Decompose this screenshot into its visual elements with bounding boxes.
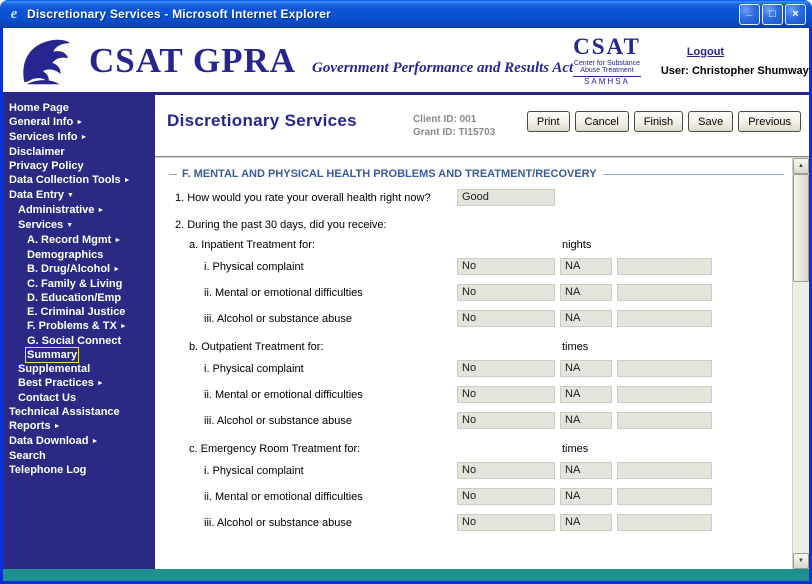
response-field[interactable]: No	[457, 360, 555, 377]
chevron-down-icon: ▼	[66, 222, 74, 229]
na-field[interactable]: NA	[560, 284, 612, 301]
row-label: i. Physical complaint	[204, 362, 304, 375]
treatment-group-c-emergency-room-treatment-for	[169, 443, 792, 531]
section-rule-left	[169, 174, 177, 175]
sidebar-item-label: E. Criminal Justice	[27, 306, 126, 318]
sidebar-item-label: B. Drug/Alcohol	[27, 263, 111, 275]
sidebar-item-home-page[interactable]	[3, 101, 155, 115]
form-area	[155, 158, 792, 569]
sidebar-item-label: General Info	[9, 116, 74, 128]
sidebar-item-general-info[interactable]	[3, 115, 155, 130]
na-field[interactable]: NA	[560, 514, 612, 531]
sidebar-item-services-info[interactable]	[3, 130, 155, 145]
sidebar-item-label: Data Entry	[9, 189, 65, 201]
response-field[interactable]: No	[457, 284, 555, 301]
sidebar-item-label: Demographics	[27, 249, 104, 261]
logout-link[interactable]: Logout	[686, 45, 725, 58]
section-title: F. MENTAL AND PHYSICAL HEALTH PROBLEMS AND TREATMENT/RECOVERY	[182, 168, 597, 180]
action-button-row	[527, 111, 801, 156]
row-label: ii. Mental or emotional difficulties	[204, 286, 363, 299]
sidebar-item-label: Administrative	[18, 204, 95, 216]
treatment-groups	[169, 239, 792, 531]
chevron-right-icon: ►	[113, 266, 121, 273]
na-field[interactable]: NA	[560, 412, 612, 429]
sidebar-item-technical-assistance[interactable]	[3, 405, 155, 419]
group-label: b. Outpatient Treatment for:	[189, 341, 324, 353]
group-label: a. Inpatient Treatment for:	[189, 239, 315, 251]
client-grant-ids	[413, 111, 495, 156]
chevron-right-icon: ►	[91, 438, 99, 445]
scroll-down-icon: ▼	[798, 558, 804, 564]
group-header	[169, 239, 792, 251]
row-label: i. Physical complaint	[204, 464, 304, 477]
sidebar-item-label: Supplemental	[18, 363, 91, 375]
group-label: c. Emergency Room Treatment for:	[189, 443, 361, 455]
form-region	[155, 156, 809, 569]
response-field[interactable]: No	[457, 488, 555, 505]
response-field[interactable]: No	[457, 386, 555, 403]
vertical-scrollbar[interactable]	[792, 158, 809, 569]
question-1-label: 1. How would you rate your overall health right now?	[175, 191, 431, 204]
cancel-button[interactable]: Cancel	[575, 111, 629, 132]
sidebar-item-demographics[interactable]	[3, 248, 155, 262]
sidebar-item-search[interactable]	[3, 449, 155, 463]
maximize-icon: □	[769, 8, 776, 20]
treatment-group-a-inpatient-treatment-for	[169, 239, 792, 327]
scroll-up-button[interactable]	[793, 158, 809, 174]
finish-button[interactable]: Finish	[634, 111, 683, 132]
form-row	[169, 462, 792, 479]
na-field[interactable]: NA	[560, 360, 612, 377]
sidebar-item-reports[interactable]	[3, 419, 155, 434]
csat-logo	[573, 35, 641, 86]
maximize-button[interactable]	[762, 4, 783, 25]
close-icon: ×	[792, 8, 799, 20]
count-field[interactable]	[617, 360, 712, 377]
csat-name: CSAT	[573, 34, 641, 60]
sidebar-item-label: Home Page	[9, 102, 69, 114]
brand	[89, 41, 573, 81]
unit-label: times	[562, 341, 589, 353]
sidebar-item-label: Disclaimer	[9, 146, 65, 158]
previous-button[interactable]: Previous	[738, 111, 801, 132]
sidebar-item-summary[interactable]	[3, 348, 155, 362]
sidebar-item-label: Summary	[27, 349, 78, 361]
form-row	[169, 310, 792, 327]
scroll-track[interactable]	[793, 282, 809, 553]
count-field[interactable]	[617, 386, 712, 403]
na-field[interactable]: NA	[560, 488, 612, 505]
sidebar-item-privacy-policy[interactable]	[3, 159, 155, 173]
sidebar-item-contact-us[interactable]	[3, 391, 155, 405]
question-1-row	[169, 189, 792, 206]
chevron-right-icon: ►	[123, 177, 131, 184]
scroll-thumb[interactable]	[793, 174, 809, 282]
unit-label: times	[562, 443, 589, 455]
form-row	[169, 284, 792, 301]
titlebar[interactable]	[0, 0, 812, 28]
response-field[interactable]: No	[457, 462, 555, 479]
print-button[interactable]: Print	[527, 111, 570, 132]
csat-line2: Abuse Treatment	[580, 66, 634, 74]
sidebar-item-label: Best Practices	[18, 377, 94, 389]
sidebar-item-b-drug-alcohol[interactable]	[3, 262, 155, 277]
hhs-eagle-logo-icon	[13, 34, 73, 88]
form-row	[169, 386, 792, 403]
treatment-group-b-outpatient-treatment-for	[169, 341, 792, 429]
chevron-right-icon: ►	[53, 423, 61, 430]
chevron-right-icon: ►	[114, 237, 122, 244]
main-content	[155, 95, 809, 569]
response-field[interactable]: No	[457, 514, 555, 531]
sidebar-item-data-collection-tools[interactable]	[3, 173, 155, 188]
sidebar-item-disclaimer[interactable]	[3, 145, 155, 159]
chevron-right-icon: ►	[119, 323, 127, 330]
sidebar-item-data-entry[interactable]	[3, 188, 155, 203]
bottom-status-strip	[3, 569, 809, 581]
sidebar-item-label: G. Social Connect	[27, 335, 122, 347]
count-field[interactable]	[617, 284, 712, 301]
window-content	[3, 28, 809, 581]
sidebar-item-g-social-connect[interactable]	[3, 334, 155, 348]
sidebar-item-label: A. Record Mgmt	[27, 234, 112, 246]
row-label: ii. Mental or emotional difficulties	[204, 490, 363, 503]
brand-title: CSAT GPRA	[89, 41, 297, 80]
page-title: Discretionary Services	[167, 111, 357, 130]
na-field[interactable]: NA	[560, 386, 612, 403]
window-title: Discretionary Services - Microsoft Internet Explorer	[27, 7, 331, 21]
sidebar-item-label: Data Collection Tools	[9, 174, 121, 186]
app-header	[3, 28, 809, 95]
section-rule-right	[603, 174, 784, 175]
minimize-button[interactable]	[739, 4, 760, 25]
count-field[interactable]	[617, 412, 712, 429]
row-label: iii. Alcohol or substance abuse	[204, 414, 352, 427]
sidebar-item-label: Search	[9, 450, 46, 462]
count-field[interactable]	[617, 462, 712, 479]
grant-id: Grant ID: TI15703	[412, 127, 496, 138]
sidebar-item-label: Contact Us	[18, 392, 77, 404]
response-field[interactable]: No	[457, 310, 555, 327]
chevron-right-icon: ►	[97, 207, 105, 214]
sidebar-item-telephone-log[interactable]	[3, 463, 155, 477]
chevron-right-icon: ►	[76, 119, 84, 126]
scroll-down-button[interactable]	[793, 553, 809, 569]
sidebar-item-label: Reports	[9, 420, 51, 432]
sidebar-item-label: D. Education/Emp	[27, 292, 122, 304]
internet-explorer-icon: e	[10, 6, 18, 22]
sidebar-item-label: Technical Assistance	[9, 406, 120, 418]
sidebar-item-f-problems-tx[interactable]	[3, 319, 155, 334]
sidebar-item-label: C. Family & Living	[27, 278, 123, 290]
csat-agency: SAMHSA	[573, 76, 641, 86]
count-field[interactable]	[617, 488, 712, 505]
row-label: iii. Alcohol or substance abuse	[204, 312, 352, 325]
overall-health-field[interactable]: Good	[457, 189, 555, 206]
client-id: Client ID: 001	[412, 114, 477, 125]
na-field[interactable]: NA	[560, 462, 612, 479]
form-row	[169, 488, 792, 505]
form-row	[169, 514, 792, 531]
chevron-right-icon: ►	[96, 380, 104, 387]
brand-subtitle: Government Performance and Results Act	[312, 60, 574, 76]
question-2-label: 2. During the past 30 days, did you receive:	[175, 219, 387, 231]
sidebar-item-label: Services	[18, 219, 64, 231]
count-field[interactable]	[617, 310, 712, 327]
sidebar-item-administrative[interactable]	[3, 203, 155, 218]
chevron-down-icon: ▼	[67, 192, 74, 199]
close-button[interactable]	[785, 4, 806, 25]
sidebar-item-a-record-mgmt[interactable]	[3, 233, 155, 248]
row-label: i. Physical complaint	[204, 260, 304, 273]
sidebar-item-label: Services Info	[9, 131, 78, 143]
na-field[interactable]: NA	[560, 310, 612, 327]
count-field[interactable]	[617, 514, 712, 531]
sidebar-item-d-education-emp[interactable]	[3, 291, 155, 305]
csat-line1: Center for Substance	[573, 59, 641, 67]
form-row	[169, 360, 792, 377]
user-area	[661, 46, 809, 77]
sidebar-item-e-criminal-justice[interactable]	[3, 305, 155, 319]
sidebar-item-label: Telephone Log	[9, 464, 87, 476]
response-field[interactable]: No	[457, 258, 555, 275]
group-header	[169, 341, 792, 353]
unit-label: nights	[562, 239, 592, 251]
row-label: ii. Mental or emotional difficulties	[204, 388, 363, 401]
minimize-icon: _	[746, 5, 753, 17]
sidebar-item-supplemental[interactable]	[3, 362, 155, 376]
user-label: User: Christopher Shumway	[660, 64, 809, 77]
scroll-up-icon: ▲	[798, 163, 804, 169]
form-row	[169, 412, 792, 429]
sidebar-item-services[interactable]	[3, 218, 155, 233]
navigation-sidebar	[3, 95, 155, 569]
sidebar-item-c-family-living[interactable]	[3, 277, 155, 291]
sidebar-item-data-download[interactable]	[3, 434, 155, 449]
count-field[interactable]	[617, 258, 712, 275]
response-field[interactable]: No	[457, 412, 555, 429]
section-header	[169, 168, 792, 180]
content-header	[155, 95, 809, 156]
group-header	[169, 443, 792, 455]
sidebar-item-label: F. Problems & TX	[27, 320, 117, 332]
na-field[interactable]: NA	[560, 258, 612, 275]
sidebar-item-best-practices[interactable]	[3, 376, 155, 391]
row-label: iii. Alcohol or substance abuse	[204, 516, 352, 529]
chevron-right-icon: ►	[80, 134, 88, 141]
sidebar-item-label: Data Download	[9, 435, 89, 447]
sidebar-item-label: Privacy Policy	[9, 160, 84, 172]
form-row	[169, 258, 792, 275]
save-button[interactable]: Save	[688, 111, 733, 132]
